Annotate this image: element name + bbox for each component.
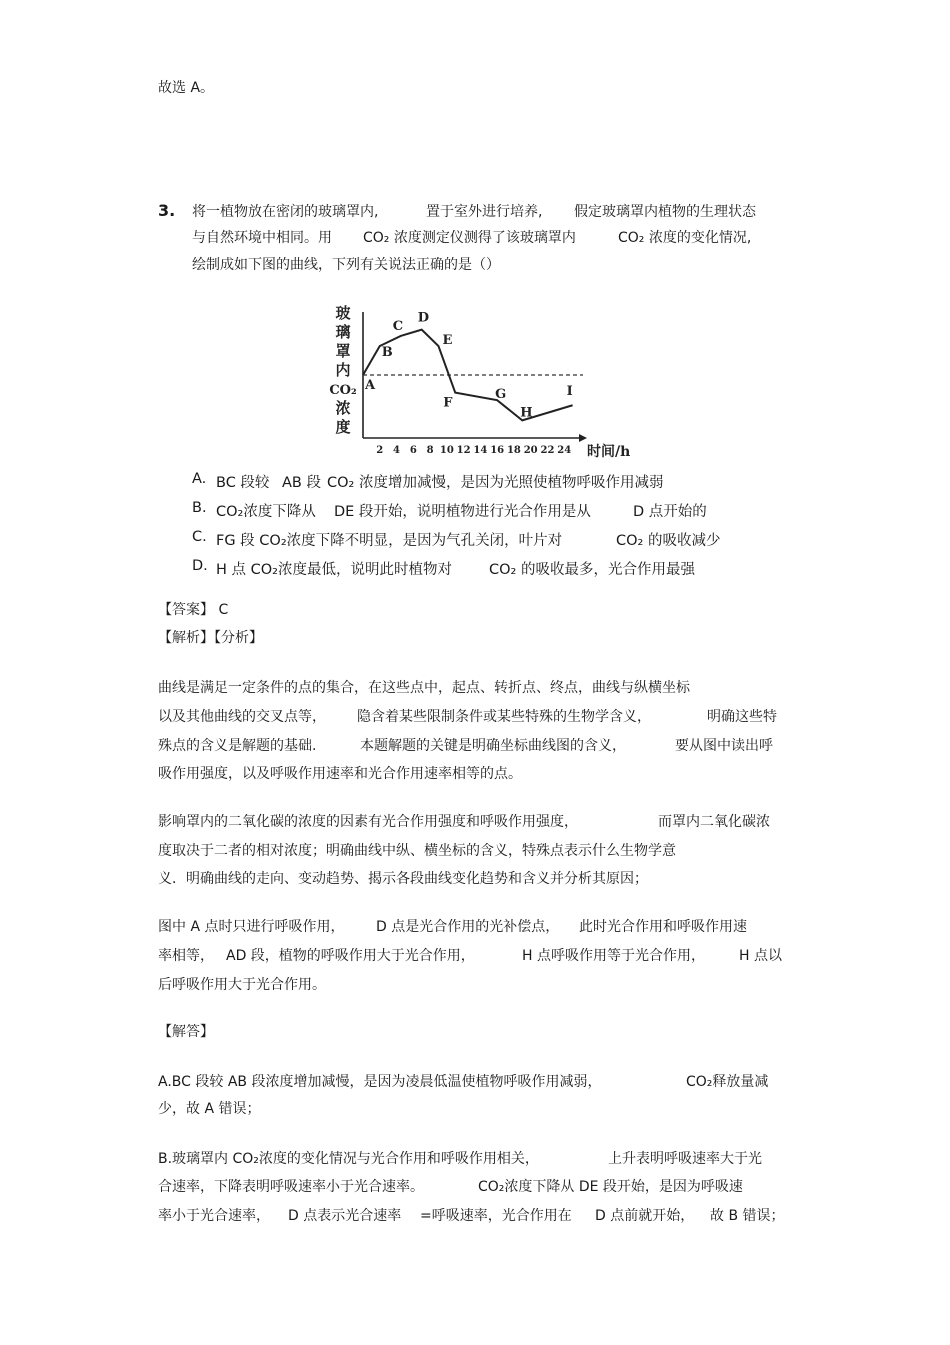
option-b-text: DE 段开始，说明植物进行光合作用是从 <box>334 504 591 520</box>
solution-text: D 点表示光合速率 <box>288 1208 402 1224</box>
option-b-text: D 点开始的 <box>633 504 707 520</box>
analysis-text: H 点呼吸作用等于光合作用， <box>522 948 705 964</box>
solution-text: CO₂释放量减 <box>686 1074 769 1090</box>
option-d-text: CO₂ 的吸收最多，光合作用最强 <box>489 562 695 578</box>
analysis-text: AD 段，植物的呼吸作用大于光合作用， <box>226 948 475 964</box>
point-label-a: A <box>365 378 376 393</box>
option-c-text: FG 段 CO₂浓度下降不明显，是因为气孔关闭，叶片对 <box>216 533 563 549</box>
solution-text: =呼吸速率，光合作用在 <box>420 1208 572 1224</box>
option-a-letter: A. <box>192 471 207 487</box>
x-tick-label: 20 <box>523 445 538 456</box>
x-tick-label: 4 <box>393 445 401 456</box>
question-text: 假定玻璃罩内植物的生理状态 <box>574 204 756 220</box>
option-a-text: BC 段较 <box>216 475 270 491</box>
y-axis-label-char: 璃 <box>335 323 351 341</box>
analysis-text: 明确这些特 <box>707 709 777 725</box>
point-label-b: B <box>381 345 393 361</box>
x-tick-label: 6 <box>409 445 417 456</box>
previous-answer-line: 故选 A。 <box>158 80 215 96</box>
solution-text: 合速率，下降表明呼吸速率小于光合速率。 <box>158 1179 424 1195</box>
point-label-g: G <box>495 387 507 403</box>
x-tick-label: 12 <box>456 445 471 456</box>
solution-text: 上升表明呼吸速率大于光 <box>608 1151 762 1167</box>
analysis-text: H 点以 <box>739 948 782 964</box>
solution-text: 故 B 错误； <box>710 1208 785 1224</box>
analysis-text: D 点是光合作用的光补偿点， <box>376 919 560 935</box>
co2-concentration-chart <box>325 298 631 470</box>
solution-text: 少，故 A 错误； <box>158 1101 261 1117</box>
option-c-text: CO₂ 的吸收减少 <box>616 533 721 549</box>
point-label-c: C <box>392 318 404 334</box>
solution-text: A.BC 段较 AB 段浓度增加减慢，是因为凌晨低温使植物呼吸作用减弱， <box>158 1074 602 1090</box>
y-axis-label-char: 内 <box>335 361 351 379</box>
option-b-letter: B. <box>192 500 207 516</box>
option-b-text: CO₂浓度下降从 <box>216 504 316 520</box>
point-label-f: F <box>443 395 453 411</box>
x-tick-label: 8 <box>426 445 434 456</box>
option-a-text: AB 段 <box>282 475 321 491</box>
y-axis-label-char: 浓 <box>335 399 351 417</box>
analysis-text: 后呼吸作用大于光合作用。 <box>158 977 326 993</box>
point-label-h: H <box>520 405 533 421</box>
x-tick-label: 2 <box>376 445 384 456</box>
analysis-text: 义．明确曲线的走向、变动趋势、揭示各段曲线变化趋势和含义并分析其原因； <box>158 871 648 887</box>
analysis-text: 以及其他曲线的交叉点等， <box>158 709 326 725</box>
solution-text: CO₂浓度下降从 DE 段开始，是因为呼吸速 <box>478 1179 743 1195</box>
point-label-i: I <box>566 384 573 400</box>
y-axis-label-char: 度 <box>335 418 351 436</box>
x-axis-arrow <box>579 434 587 442</box>
analysis-text: 此时光合作用和呼吸作用速 <box>579 919 747 935</box>
x-tick-label: 18 <box>506 445 521 456</box>
analysis-text: 而罩内二氧化碳浓 <box>658 814 770 830</box>
option-a-text: CO₂ 浓度增加减慢，是因为光照使植物呼吸作用减弱 <box>327 475 664 491</box>
analysis-heading: 【解析】【分析】 <box>158 630 263 646</box>
question-text: 置于室外进行培养, <box>426 204 543 220</box>
question-text: 将一植物放在密闭的玻璃罩内, <box>192 204 379 220</box>
question-text: CO₂ 浓度测定仪测得了该玻璃罩内 <box>363 230 576 246</box>
y-axis-label-char: 玻 <box>335 304 351 322</box>
question-text: 绘制成如下图的曲线，下列有关说法正确的是（） <box>192 257 500 273</box>
question-text: 与自然环境中相同。用 <box>192 230 332 246</box>
point-label-d: D <box>417 310 429 326</box>
analysis-text: 曲线是满足一定条件的点的集合，在这些点中，起点、转折点、终点，曲线与纵横坐标 <box>158 680 690 696</box>
analysis-text: 度取决于二者的相对浓度；明确曲线中纵、横坐标的含义，特殊点表示什么生物学意 <box>158 843 676 859</box>
x-tick-label: 10 <box>439 445 454 456</box>
x-tick-label: 24 <box>557 445 572 456</box>
y-axis-label-char: CO₂ <box>329 383 357 398</box>
y-axis-label <box>329 304 356 436</box>
y-axis-label-char: 罩 <box>335 342 351 360</box>
point-label-e: E <box>442 333 453 349</box>
option-d-letter: D. <box>192 558 208 574</box>
analysis-text: 影响罩内的二氧化碳的浓度的因素有光合作用强度和呼吸作用强度， <box>158 814 578 830</box>
question-number: 3. <box>158 201 176 220</box>
answer-line: 【答案】 C <box>158 602 229 618</box>
x-tick-label: 16 <box>490 445 505 456</box>
x-axis-label: 时间/h <box>587 444 631 460</box>
solution-text: D 点前就开始， <box>595 1208 695 1224</box>
analysis-text: 本题解题的关键是明确坐标曲线图的含义， <box>360 738 626 754</box>
analysis-text: 隐含着某些限制条件或某些特殊的生物学含义， <box>357 709 651 725</box>
analysis-text: 殊点的含义是解题的基础. <box>158 738 317 754</box>
solution-text: B.玻璃罩内 CO₂浓度的变化情况与光合作用和呼吸作用相关， <box>158 1151 539 1167</box>
option-d-text: H 点 CO₂浓度最低，说明此时植物对 <box>216 562 452 578</box>
analysis-text: 图中 A 点时只进行呼吸作用， <box>158 919 345 935</box>
solution-text: 率小于光合速率， <box>158 1208 270 1224</box>
question-text: CO₂ 浓度的变化情况, <box>618 230 752 246</box>
x-tick-label: 22 <box>540 445 555 456</box>
analysis-text: 率相等， <box>158 948 214 964</box>
analysis-text: 要从图中读出呼 <box>675 738 773 754</box>
x-tick-label: 14 <box>473 445 488 456</box>
analysis-text: 吸作用强度，以及呼吸作用速率和光合作用速率相等的点。 <box>158 766 522 782</box>
solution-heading: 【解答】 <box>158 1024 214 1040</box>
option-c-letter: C. <box>192 529 207 545</box>
